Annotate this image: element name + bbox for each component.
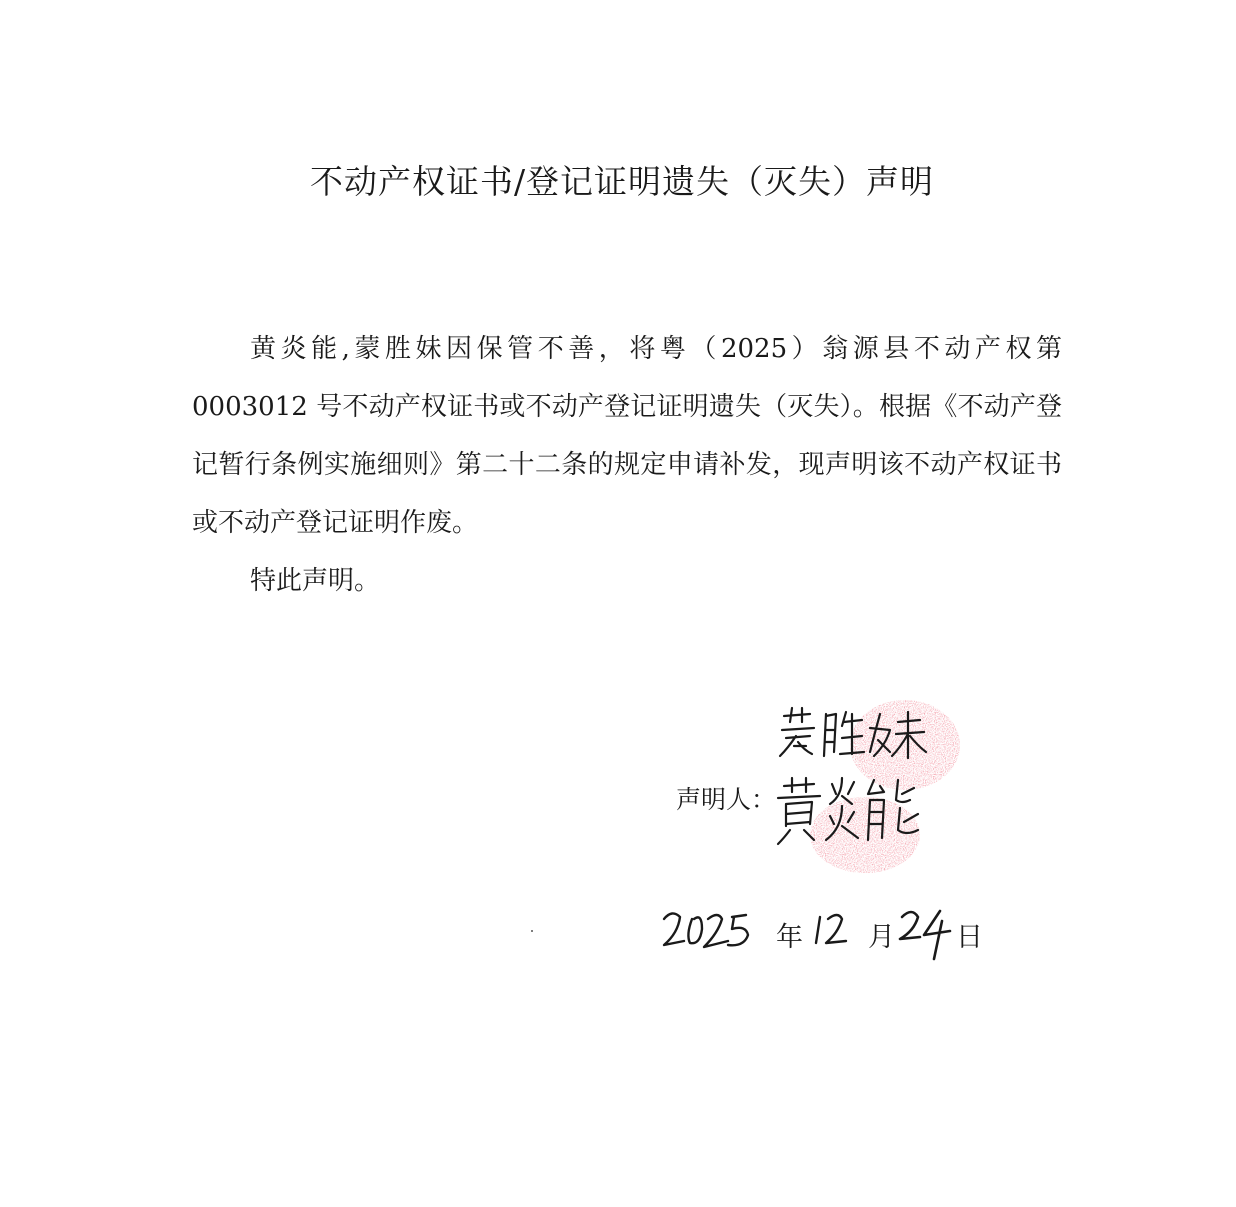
signature-huang-yanneng [778, 778, 918, 844]
date-day-unit: 日 [956, 922, 983, 953]
ink-speck [531, 930, 533, 932]
date-year-unit: 年 [776, 922, 803, 953]
handwritten-month [810, 905, 870, 955]
declarant-label: 声明人： [676, 785, 777, 814]
declaration-paragraph: 黄炎能,蒙胜妹因保管不善，将粤（2025）翁源县不动产权第 0003012 号不动产权证书或不动产登记证明遗失（灭失）。根据《不动产登记暂行条例实施细则》第二十二条的规定申请补发，现声明该不动产权证书或不动产登记证明作废。 [192, 334, 1062, 538]
handwritten-year [660, 905, 760, 955]
declaration-body [192, 320, 1062, 610]
page-title: 不动产权证书/登记证明遗失（灭失）声明 [309, 162, 935, 201]
handwritten-day [898, 905, 958, 965]
handwritten-signatures [770, 700, 970, 860]
date-month-unit: 月 [868, 922, 895, 953]
signature-meng-shengmei [780, 708, 926, 758]
closing-paragraph: 特此声明。 [250, 566, 381, 596]
declaration-date [660, 905, 1000, 965]
